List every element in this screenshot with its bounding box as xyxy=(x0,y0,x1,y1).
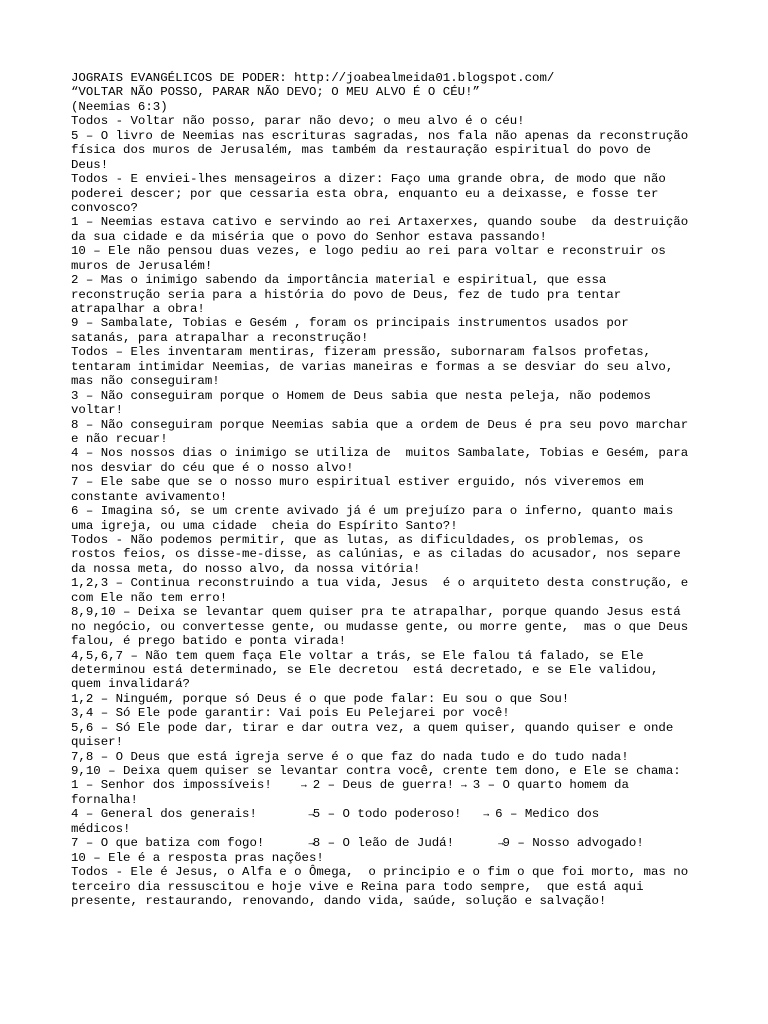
document-line: (Neemias 6:3) xyxy=(71,99,168,114)
document-line: 8,9,10 – Deixa se levantar quem quiser pra te atrapalhar, porque quando Jesus está xyxy=(71,605,681,620)
title-list-item: 5 – O todo poderoso! xyxy=(312,807,484,822)
title-list-item: 8 – O leão de Judá! xyxy=(312,836,499,851)
document-line: rostos feios, os disse-me-disse, as calúnias, e as ciladas do acusador, nos separe xyxy=(71,547,681,562)
document-line: determinou está determinado, se Ele decretou está decretado, e se Ele validou, xyxy=(71,662,659,677)
document-line: Todos – Eles inventaram mentiras, fizeram pressão, subornaram falsos profetas, xyxy=(71,345,651,360)
document-line: Todos - E enviei-lhes mensageiros a dizer: Faço uma grande obra, de modo que não xyxy=(71,172,666,187)
document-line: 1,2,3 – Continua reconstruindo a tua vida, Jesus é o arquiteto desta construção, e xyxy=(71,576,689,591)
document-line: terceiro dia ressuscitou e hoje vive e Reina para todo sempre, que está aqui xyxy=(71,879,644,894)
document-line: quem invalidará? xyxy=(71,677,190,692)
document-line: 5,6 – Só Ele pode dar, tirar e dar outra vez, a quem quiser, quando quiser e onde xyxy=(71,720,674,735)
title-list-item: 2 – Deus de guerra! xyxy=(305,778,462,793)
document-line: 2 – Mas o inimigo sabendo da importância material e espiritual, que essa xyxy=(71,273,607,288)
document-line: 7,8 – O Deus que está igreja serve é o que faz do nada tudo e do tudo nada! xyxy=(71,749,629,764)
document-page xyxy=(71,71,711,908)
arrow-icon: ⟶ xyxy=(483,811,488,821)
title-list-item: 1 – Senhor dos impossíveis! xyxy=(71,778,302,793)
document-line: convosco? xyxy=(71,200,138,215)
document-line: nos desviar do céu que é o nosso alvo! xyxy=(71,460,354,475)
document-line: satanás, para atrapalhar a reconstrução! xyxy=(71,330,369,345)
document-line: 9 – Sambalate, Tobias e Gesém , foram os principais instrumentos usados por xyxy=(71,316,629,331)
document-line: Deus! xyxy=(71,157,109,172)
title-list-line xyxy=(71,793,711,807)
document-line: voltar! xyxy=(71,403,124,418)
title-list-line xyxy=(71,822,711,836)
arrow-icon: ⟶ xyxy=(301,782,306,792)
arrow-icon: ⟶ xyxy=(498,840,503,850)
document-line: 9,10 – Deixa quem quiser se levantar contra você, crente tem dono, e Ele se chama: xyxy=(71,764,681,778)
title-list-item: médicos! xyxy=(71,821,131,836)
document-line: “VOLTAR NÃO POSSO, PARAR NÃO DEVO; O MEU ALVO É O CÉU!” xyxy=(71,85,480,100)
document-line: 3 – Não conseguiram porque o Homem de Deus sabia que nesta peleja, não podemos xyxy=(71,388,651,403)
document-line: uma igreja, ou uma cidade cheia do Espírito Santo?! xyxy=(71,518,458,533)
title-list-line xyxy=(71,778,711,792)
document-line: física dos muros de Jerusalém, mas também da restauração espiritual do povo de xyxy=(71,143,651,158)
document-line: 10 – Ele não pensou duas vezes, e logo pediu ao rei para voltar e reconstruir os xyxy=(71,244,666,259)
document-line: 6 – Imagina só, se um crente avivado já é um prejuízo para o inferno, quanto mais xyxy=(71,504,674,519)
document-line: 4 – Nos nossos dias o inimigo se utiliza de muitos Sambalate, Tobias e Gesém, para xyxy=(71,446,689,461)
document-line: Todos - Ele é Jesus, o Alfa e o Ômega, o principio e o fim o que foi morto, mas no xyxy=(71,865,689,880)
title-list-item: 7 – O que batiza com fogo! xyxy=(71,836,309,851)
document-line: presente, restaurando, renovando, dando vida, saúde, solução e salvação! xyxy=(71,893,607,908)
document-line: muros de Jerusalém! xyxy=(71,258,213,273)
document-line: reconstrução seria para a história do povo de Deus, fez de tudo pra tentar xyxy=(71,287,622,302)
title-list-line xyxy=(71,836,711,850)
document-line: mas não conseguiram! xyxy=(71,374,220,389)
title-list-item: 3 – O quarto homem da xyxy=(465,778,629,793)
title-list-item: 9 – Nosso advogado! xyxy=(502,836,644,851)
title-list-item: 6 – Medico dos xyxy=(487,807,600,822)
document-line: 10 – Ele é a resposta pras nações! xyxy=(71,850,324,865)
document-line: 3,4 – Só Ele pode garantir: Vai pois Eu Pelejarei por você! xyxy=(71,706,510,721)
document-line: 8 – Não conseguiram porque Neemias sabia que a ordem de Deus é pra seu povo marchar xyxy=(71,417,689,432)
title-list-item: 4 – General dos generais! xyxy=(71,807,309,822)
document-line: no negócio, ou convertesse gente, ou mudasse gente, ou morre gente, mas o que Deus xyxy=(71,619,689,634)
document-line: da nossa meta, do nosso alvo, da nossa vitória! xyxy=(71,561,421,576)
document-line: JOGRAIS EVANGÉLICOS DE PODER: http://joabealmeida01.blogspot.com/ xyxy=(71,71,555,85)
arrow-icon: ⟶ xyxy=(461,782,466,792)
document-line: atrapalhar a obra! xyxy=(71,302,205,316)
document-line: Todos - Voltar não posso, parar não devo; o meu alvo é o céu! xyxy=(71,114,525,129)
document-line: da sua cidade e da miséria que o povo do Senhor estava passando! xyxy=(71,229,547,244)
document-line: falou, é prego batido e ponta virada! xyxy=(71,634,347,649)
document-line: Todos - Não podemos permitir, que as lutas, as dificuldades, os problemas, os xyxy=(71,533,644,547)
document-line: tentaram intimidar Neemias, de varias maneiras e formas a se desviar do seu alvo, xyxy=(71,359,674,374)
document-line: quiser! xyxy=(71,735,124,750)
title-list-line xyxy=(71,807,711,821)
document-line: 4,5,6,7 – Não tem quem faça Ele voltar a trás, se Ele falou tá falado, se Ele xyxy=(71,648,644,663)
document-line: 7 – Ele sabe que se o nosso muro espiritual estiver erguido, nós viveremos em xyxy=(71,475,644,490)
document-line: constante avivamento! xyxy=(71,489,228,504)
arrow-icon: ⟶ xyxy=(308,840,313,850)
arrow-icon: ⟶ xyxy=(308,811,313,821)
document-line: poderei descer; por que cessaria esta obra, enquanto eu a deixasse, e fosse ter xyxy=(71,186,659,201)
document-line: 5 – O livro de Neemias nas escrituras sagradas, nos fala não apenas da reconstrução xyxy=(71,128,689,143)
document-line: 1 – Neemias estava cativo e servindo ao rei Artaxerxes, quando soube da destruição xyxy=(71,215,689,230)
document-line: e não recuar! xyxy=(71,431,168,446)
document-line: com Ele não tem erro! xyxy=(71,590,228,605)
title-list-item: fornalha! xyxy=(71,792,138,807)
document-line: 1,2 – Ninguém, porque só Deus é o que pode falar: Eu sou o que Sou! xyxy=(71,691,570,706)
